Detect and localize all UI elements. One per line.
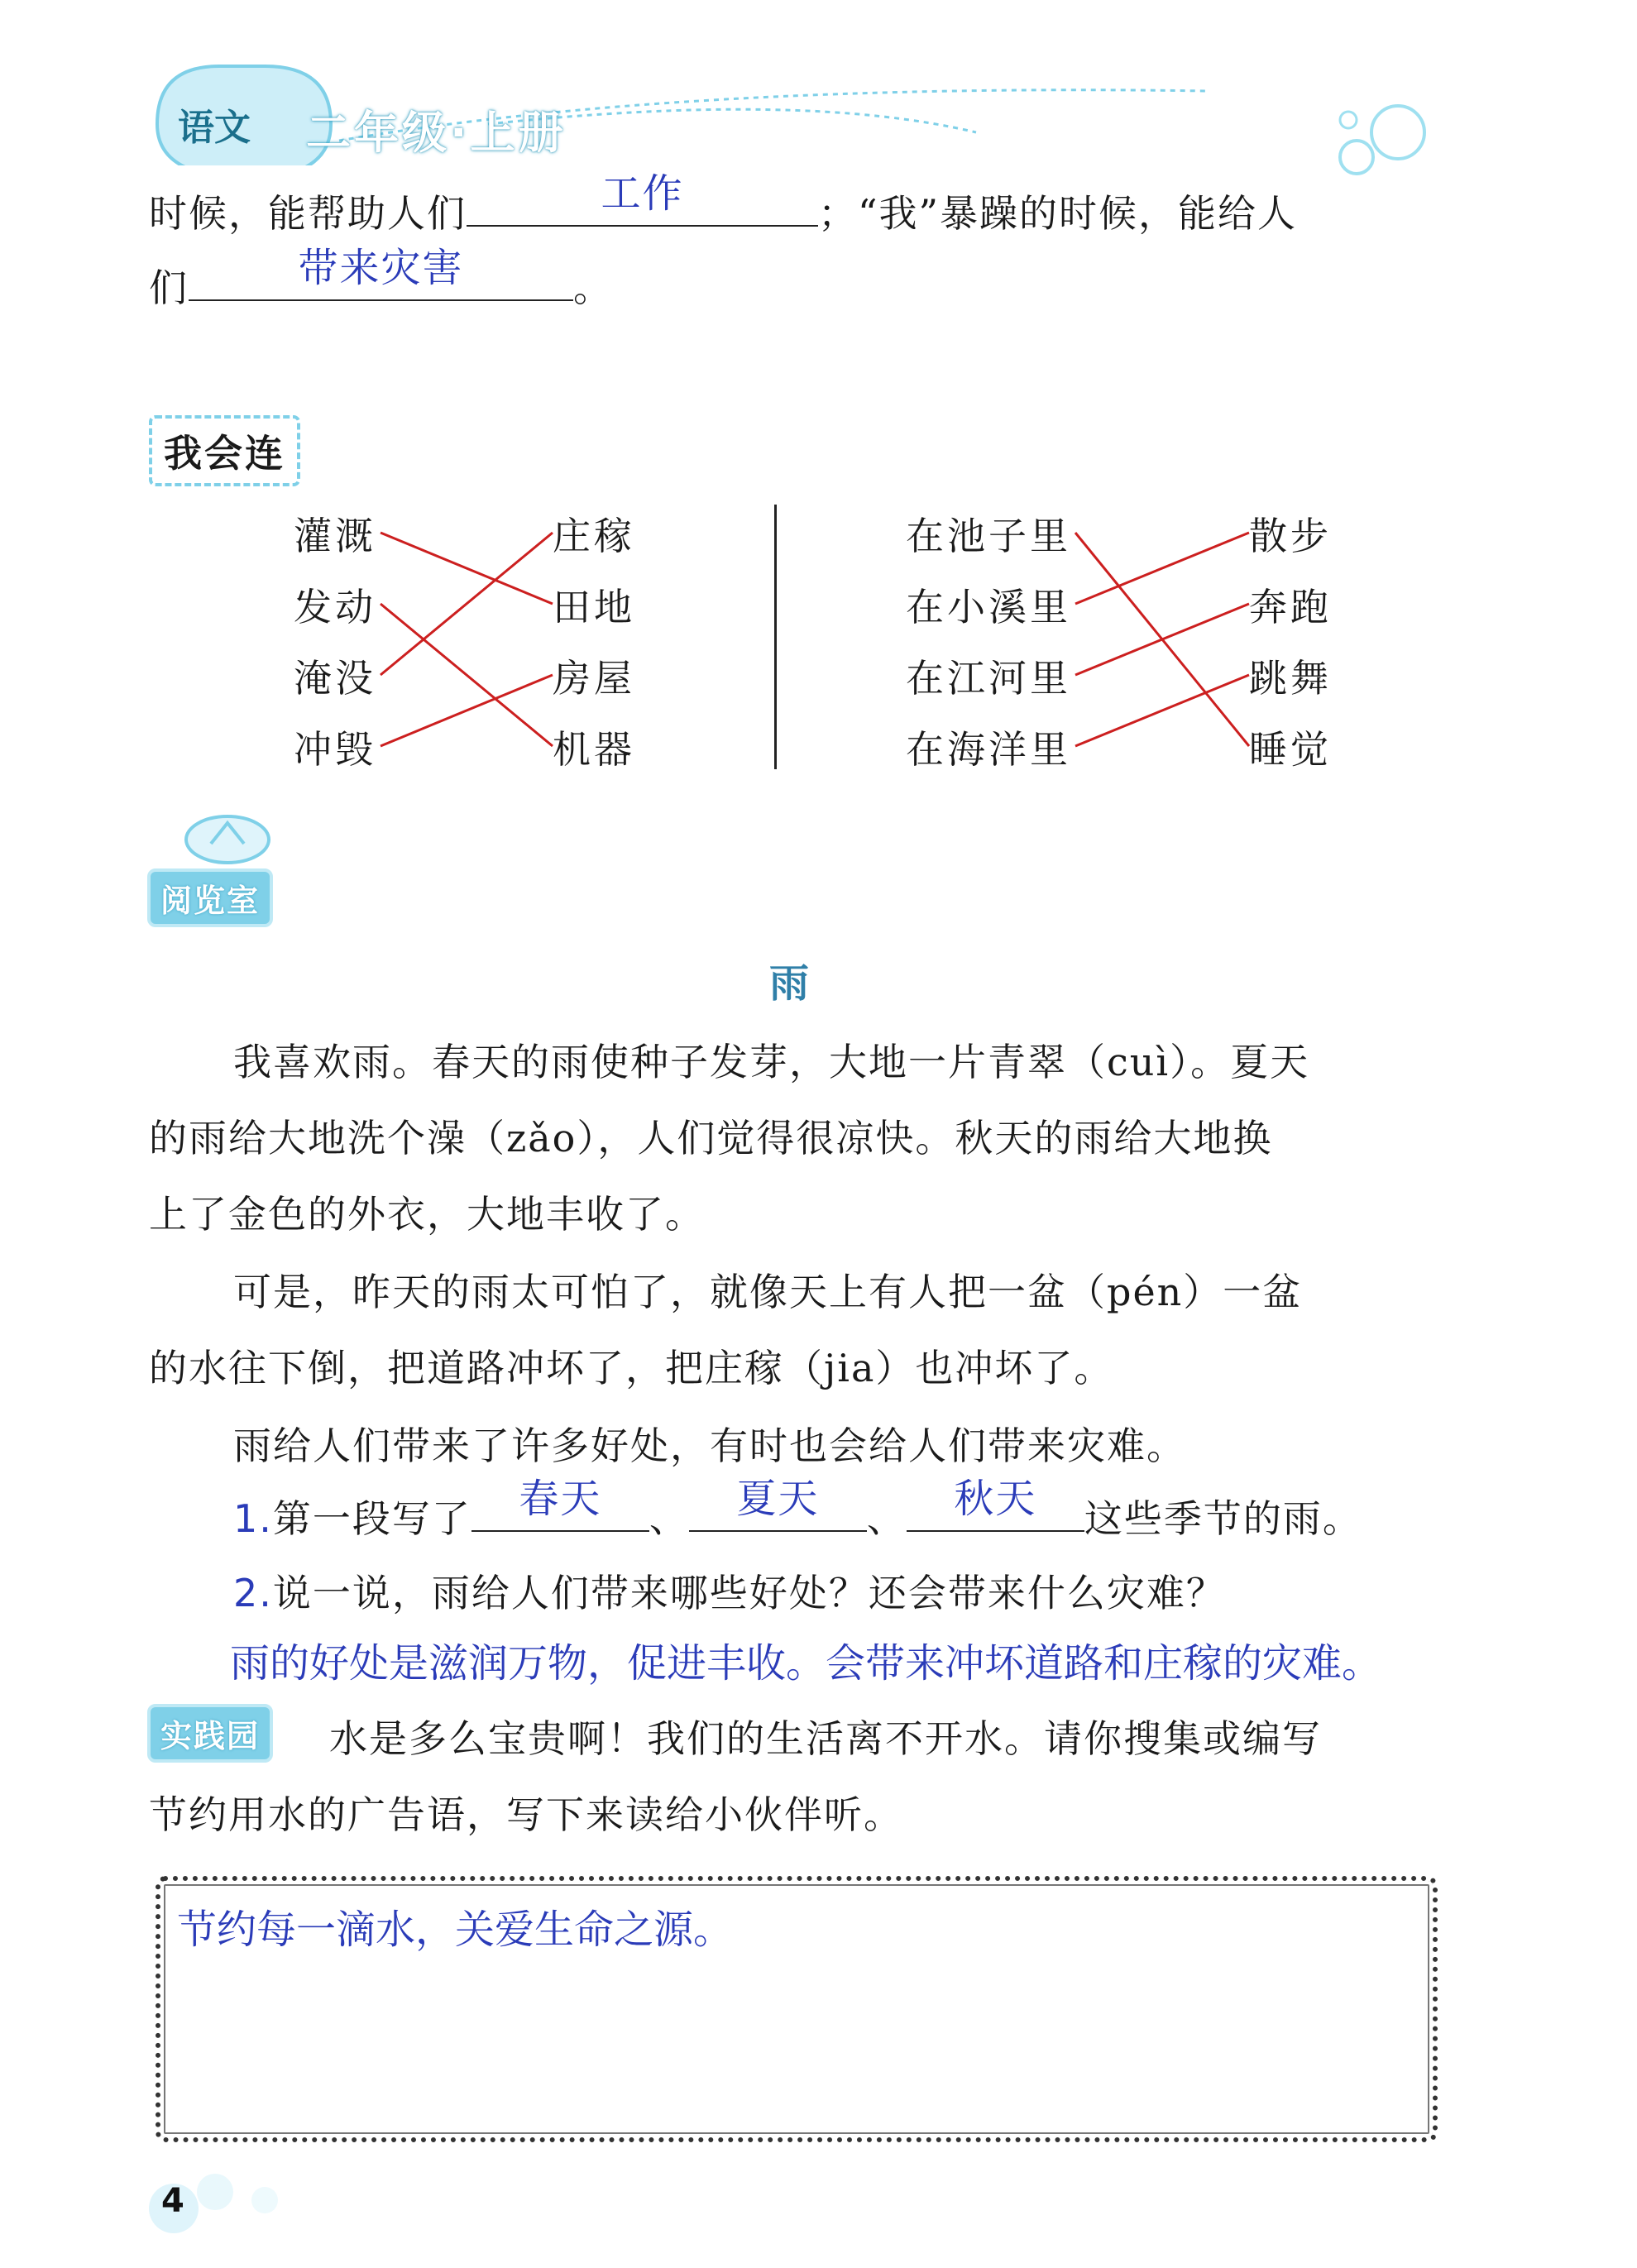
header xyxy=(141,33,1216,165)
reading-p2-line1: 可是，昨天的雨太可怕了，就像天上有人把一盆（pén）一盆 xyxy=(233,1270,1303,1314)
page-number: 4 xyxy=(161,2182,184,2220)
answer-2: 带来灾害 xyxy=(298,245,464,291)
left-col-a-0: 灌溉 xyxy=(294,514,376,558)
subject-label: 语文 xyxy=(178,107,251,149)
right-match-line-3 xyxy=(1075,675,1249,746)
right-match-line-1 xyxy=(1075,533,1249,604)
practice-line-2: 节约用水的广告语，写下来读给小伙伴听。 xyxy=(149,1792,903,1837)
left-col-a-3: 冲毁 xyxy=(294,727,376,772)
flower-decoration xyxy=(124,2151,339,2250)
q1-answer-3: 秋天 xyxy=(954,1476,1037,1522)
left-match-line-2 xyxy=(381,533,553,675)
left-match-line-1 xyxy=(381,604,553,746)
question-1 xyxy=(233,1476,1362,1543)
answer-blank-1 xyxy=(467,170,818,227)
reading-p1-line1: 我喜欢雨。春天的雨使种子发芽，大地一片青翠（cuì）。夏天 xyxy=(233,1040,1310,1084)
right-match-line-2 xyxy=(1075,604,1249,675)
cont-line2-post: 。 xyxy=(573,266,613,310)
left-col-b-1: 田地 xyxy=(553,585,635,629)
right-col-a-0: 在池子里 xyxy=(906,514,1071,558)
left-col-b-2: 房屋 xyxy=(553,656,635,701)
right-col-b-3: 睡觉 xyxy=(1249,727,1332,772)
reading-badge: 阅览室 xyxy=(147,868,273,927)
practice-line-1: 水是多么宝贵啊！我们的生活离不开水。请你搜集或编写 xyxy=(329,1716,1322,1761)
writing-box xyxy=(156,1876,1438,2142)
q1-answer-2: 夏天 xyxy=(736,1476,820,1522)
cont-line1-pre: 时候，能帮助人们 xyxy=(149,191,467,236)
q1-blank-1 xyxy=(471,1476,649,1532)
reading-p2-line2: 的水往下倒，把道路冲坏了，把庄稼（jia）也冲坏了。 xyxy=(149,1346,1114,1390)
q1-sep-1: 、 xyxy=(649,1496,689,1541)
matching-title: 我会连 xyxy=(164,431,285,476)
left-col-b-0: 庄稼 xyxy=(553,514,635,558)
bubble-decoration xyxy=(1315,95,1448,194)
left-match-line-3 xyxy=(381,675,553,746)
q1-blank-3 xyxy=(907,1476,1084,1532)
right-col-b-2: 跳舞 xyxy=(1249,656,1332,701)
left-col-a-2: 淹没 xyxy=(294,656,376,701)
q1-end: 这些季节的雨。 xyxy=(1084,1496,1362,1541)
book-icon xyxy=(182,806,273,864)
left-col-a-1: 发动 xyxy=(294,585,376,629)
q1-number: 1. xyxy=(233,1496,273,1541)
practice-badge: 实践园 xyxy=(147,1704,273,1763)
q1-text: 第一段写了 xyxy=(272,1496,471,1541)
q2-answer: 雨的好处是滋润万物，促进丰收。会带来冲坏道路和庄稼的灾难。 xyxy=(230,1640,1382,1687)
header-decoration xyxy=(141,33,1216,165)
answer-1: 工作 xyxy=(601,170,684,217)
left-match-line-0 xyxy=(381,533,553,604)
right-col-b-1: 奔跑 xyxy=(1249,585,1332,629)
right-col-a-2: 在江河里 xyxy=(906,656,1071,701)
right-col-b-0: 散步 xyxy=(1249,514,1332,558)
answer-blank-2 xyxy=(189,245,573,301)
cont-line1-post: ；“我”暴躁的时候，能给人 xyxy=(818,191,1298,236)
q1-answer-1: 春天 xyxy=(519,1476,602,1522)
left-col-b-3: 机器 xyxy=(553,727,635,772)
q1-sep-2: 、 xyxy=(866,1496,907,1541)
grade-label: 二年级·上册 xyxy=(306,107,567,159)
reading-title: 雨 xyxy=(769,960,810,1007)
matching-area xyxy=(0,488,1637,786)
cont-line-1 xyxy=(149,170,1298,238)
right-col-a-1: 在小溪里 xyxy=(906,585,1071,629)
q2-number: 2. xyxy=(233,1571,273,1615)
practice-answer: 节约每一滴水，关爱生命之源。 xyxy=(177,1907,734,1953)
reading-p3: 雨给人们带来了许多好处，有时也会给人们带来灾难。 xyxy=(233,1423,1186,1468)
question-2 xyxy=(233,1563,1226,1618)
q1-blank-2 xyxy=(689,1476,867,1532)
reading-p1-line2: 的雨给大地洗个澡（zǎo），人们觉得很凉快。秋天的雨给大地换 xyxy=(149,1116,1273,1160)
cont-line2-pre: 们 xyxy=(149,266,189,310)
matching-divider xyxy=(774,505,777,769)
matching-badge xyxy=(149,415,300,486)
matching-lines xyxy=(0,488,1637,786)
cont-line-2 xyxy=(149,245,613,313)
q2-text: 说一说，雨给人们带来哪些好处？还会带来什么灾难？ xyxy=(272,1571,1226,1615)
right-col-a-3: 在海洋里 xyxy=(906,727,1071,772)
reading-p1-line3: 上了金色的外衣，大地丰收了。 xyxy=(149,1192,705,1237)
